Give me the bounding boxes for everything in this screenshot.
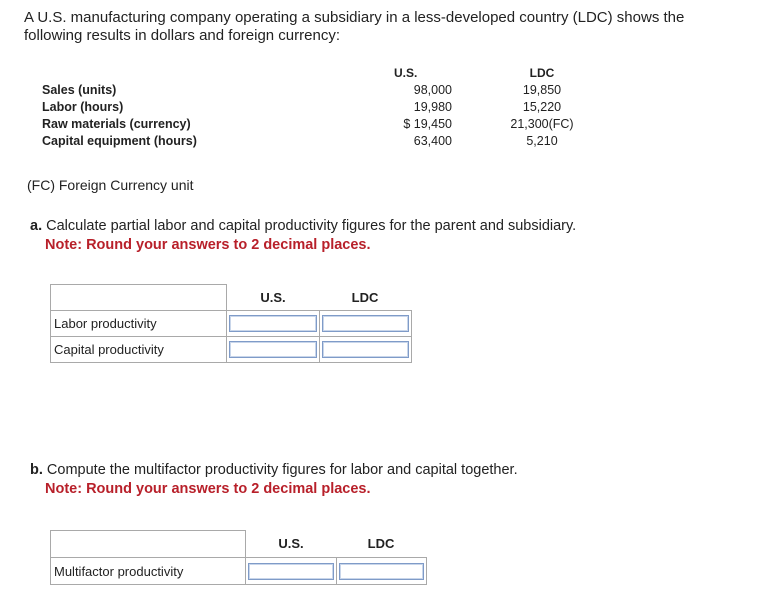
labor-productivity-label: Labor productivity xyxy=(51,311,227,337)
part-a-rounding-note: Note: Round your answers to 2 decimal places. xyxy=(45,237,371,253)
part-b-question xyxy=(30,461,518,499)
part-b-ldc-header: LDC xyxy=(367,536,395,552)
given-us-value: 63,400 xyxy=(413,134,452,148)
part-b-row-multifactor xyxy=(51,558,427,585)
given-ldc-value: 5,210 xyxy=(526,134,558,148)
part-a-question xyxy=(30,217,576,255)
part-b-us-header: U.S. xyxy=(278,536,304,552)
part-b-header-row xyxy=(51,531,427,558)
capital-productivity-us-input[interactable] xyxy=(229,341,317,358)
given-row-label: Sales (units) xyxy=(42,83,117,97)
given-us-header: U.S. xyxy=(394,66,418,80)
labor-productivity-us-cell xyxy=(227,311,320,337)
given-us-value: 19,980 xyxy=(413,100,452,114)
part-a-ldc-header: LDC xyxy=(351,289,379,305)
labor-productivity-ldc-cell xyxy=(319,311,411,337)
foreign-currency-note: (FC) Foreign Currency unit xyxy=(27,177,194,193)
multifactor-productivity-ldc-cell xyxy=(336,558,426,585)
multifactor-productivity-label: Multifactor productivity xyxy=(51,558,246,585)
capital-productivity-ldc-input[interactable] xyxy=(322,341,409,358)
given-ldc-value: 19,850 xyxy=(522,83,562,97)
capital-productivity-us-cell xyxy=(227,337,320,363)
multifactor-productivity-us-input[interactable] xyxy=(248,563,334,580)
given-row-label: Capital equipment (hours) xyxy=(42,134,197,148)
capital-productivity-ldc-cell xyxy=(319,337,411,363)
part-b-question-text: Compute the multifactor productivity figures for labor and capital together. xyxy=(46,462,518,478)
given-us-value: $ 19,450 xyxy=(403,117,452,131)
given-row-label: Raw materials (currency) xyxy=(42,117,191,131)
part-a-row-labor xyxy=(51,311,412,337)
part-a-question-text: Calculate partial labor and capital productivity figures for the parent and subsidiary. xyxy=(46,218,577,234)
part-b-answer-table xyxy=(50,530,427,585)
part-b-letter: b. xyxy=(30,462,43,478)
part-a-header-blank xyxy=(51,285,227,311)
part-a-row-capital xyxy=(51,337,412,363)
given-ldc-header: LDC xyxy=(529,66,555,80)
given-row-label: Labor (hours) xyxy=(42,100,124,114)
part-a-us-header: U.S. xyxy=(260,289,286,305)
part-a-answer-table xyxy=(50,284,412,363)
part-a-letter: a. xyxy=(30,218,43,234)
problem-intro: A U.S. manufacturing company operating a subsidiary in a less-developed country (LDC) shows the following results in dollars and foreign currency: xyxy=(24,9,685,44)
multifactor-productivity-ldc-input[interactable] xyxy=(339,563,424,580)
labor-productivity-ldc-input[interactable] xyxy=(322,315,409,332)
capital-productivity-label: Capital productivity xyxy=(51,337,227,363)
labor-productivity-us-input[interactable] xyxy=(229,315,317,332)
part-b-header-blank xyxy=(51,531,246,558)
given-ldc-value: 21,300(FC) xyxy=(510,117,574,131)
part-a-header-row xyxy=(51,285,412,311)
part-b-rounding-note: Note: Round your answers to 2 decimal places. xyxy=(45,481,371,497)
given-us-value: 98,000 xyxy=(413,83,452,97)
given-ldc-value: 15,220 xyxy=(522,100,562,114)
multifactor-productivity-us-cell xyxy=(246,558,337,585)
